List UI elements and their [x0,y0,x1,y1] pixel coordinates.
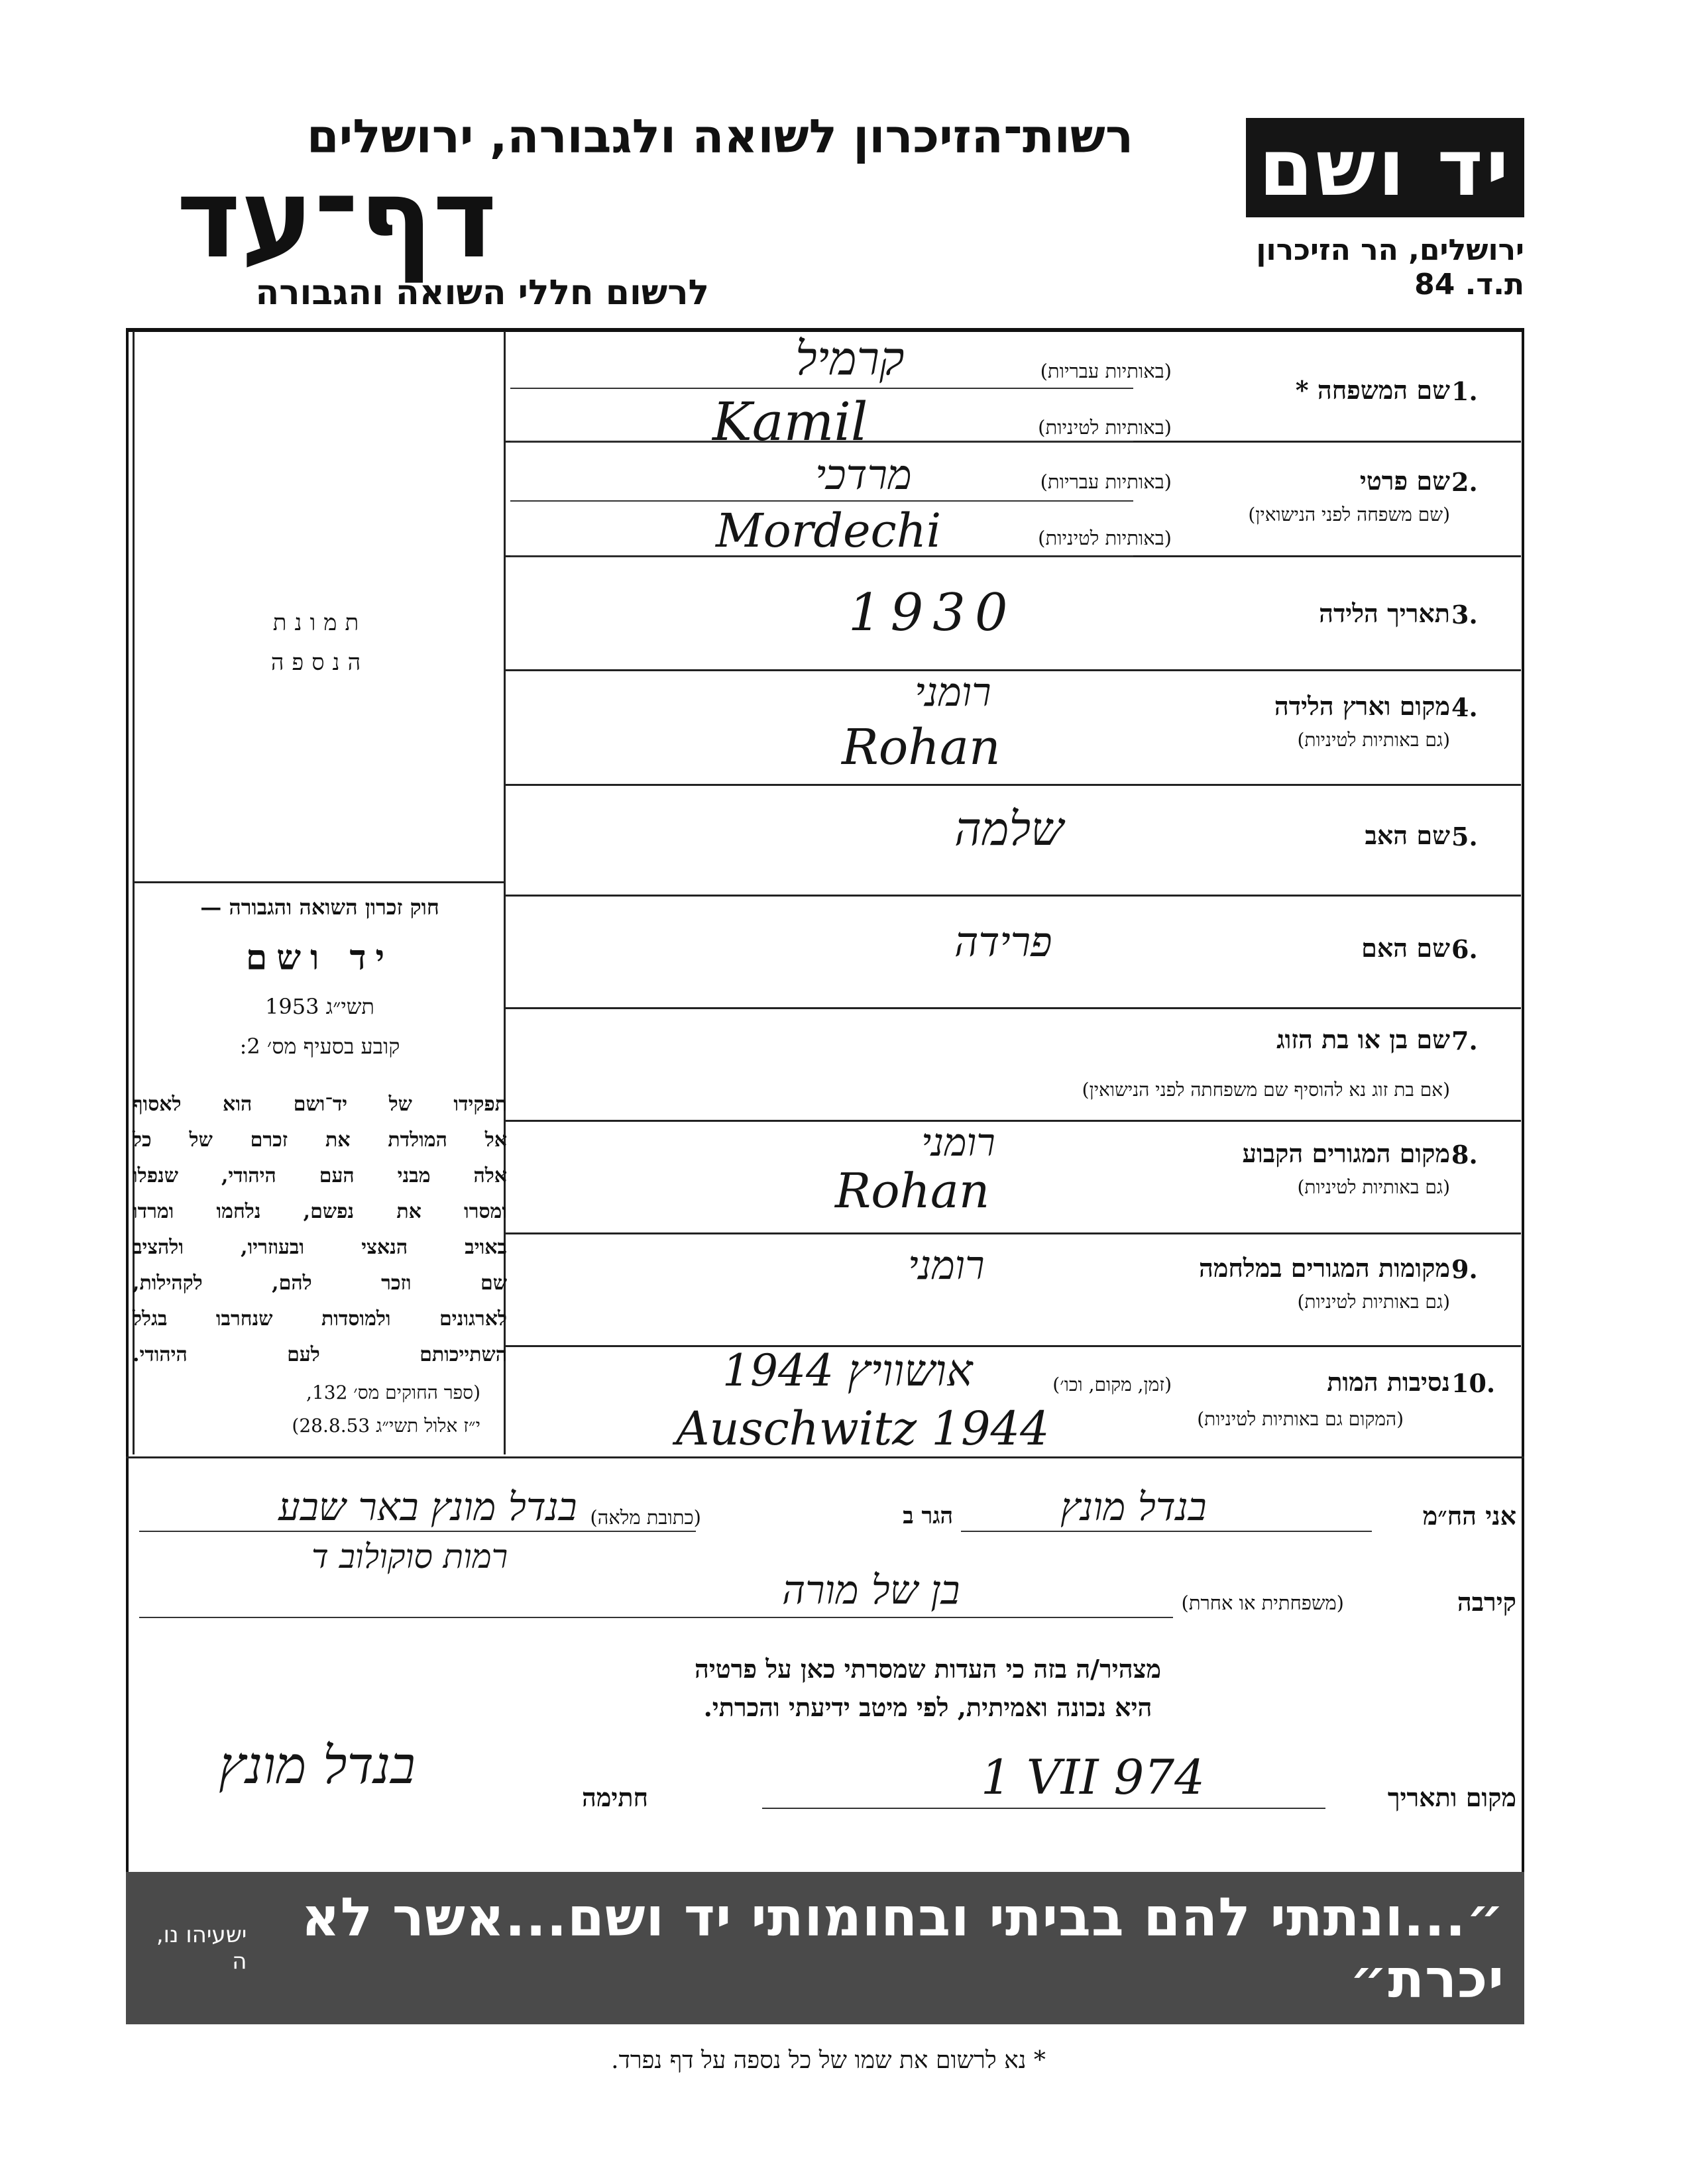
field-2-hint-hebrew: (באותיות עבריות) [1040,470,1172,493]
field-4-sublabel: (גם באותיות לטיניות) [1297,729,1450,751]
law-text-line: שם וזכר להם, לקהילות, [133,1272,507,1295]
field-9-label: מקומות המגורים במלחמה [1199,1253,1450,1283]
law-year: תשי״ג 1953 [265,994,374,1019]
field-2-line-hebrew [510,500,1133,502]
logo-address [1233,233,1524,302]
field-3-label: תאריך הלידה [1319,598,1450,628]
row-separator [504,1120,1521,1122]
law-text-line: אל המולדת את זכרם של כל [133,1128,507,1152]
field-2-hint-latin: (באותיות לטיניות) [1038,527,1172,549]
field-1-hint-hebrew: (באותיות עבריות) [1040,360,1172,382]
field-6-number: 6. [1451,934,1478,964]
row-separator [504,1232,1521,1234]
statement-line-1: מצהיר/ה בזה כי העדות שמסרתי כאן על פרטיה [694,1654,1161,1684]
field-1-line-hebrew [510,388,1133,389]
address-value-2[interactable]: רמות סוקולוב ד [311,1537,508,1576]
address-hint: (כתובת מלאה) [590,1506,701,1529]
field-4-number: 4. [1451,692,1478,722]
law-text-line: השתייכותם לעם היהודי. [133,1343,507,1366]
photo-label-line-1: תמונת [272,610,367,636]
field-2-value-hebrew[interactable]: מרדכי [815,451,912,499]
photo-separator [133,881,504,883]
field-8-sublabel: (גם באותיות לטיניות) [1297,1176,1450,1198]
row-separator [504,1345,1521,1347]
field-8-number: 8. [1451,1140,1478,1170]
address-value[interactable]: בנדל מונץ באר שבע [278,1484,577,1529]
row-separator [504,784,1521,786]
field-10-sublabel: (המקום גם באותיות לטיניות) [1197,1408,1404,1430]
statement-line-2: היא נכונה ואמיתית, לפי מיטב ידיעתי והכרתי. [703,1692,1152,1722]
field-1-value-hebrew[interactable]: קרמיל [795,331,905,386]
place-date-value[interactable]: 1 VII 974 [981,1749,1205,1805]
field-2-label: שם פרטי [1359,466,1450,496]
photo-label-line-2: הנספה [270,649,369,676]
declaration-separator [126,1456,1524,1458]
field-4-label: מקום וארץ הלידה [1274,691,1450,721]
law-reference-1: (ספר החוקים מס׳ 132, [306,1382,480,1403]
field-5-number: 5. [1451,822,1478,851]
authority-name: רשות־הזיכרון לשואה ולגבורה, ירושלים [306,109,1133,164]
kinship-value[interactable]: בן של מורה [782,1567,960,1613]
field-10-value-latin[interactable]: Auschwitz 1944 [676,1401,1050,1456]
field-5-label: שם האב [1365,820,1450,850]
law-text-line: תפקידו של יד־ושם הוא לאסוף [133,1093,507,1116]
field-9-value-hebrew[interactable]: רומני [908,1242,985,1289]
kinship-line [139,1617,1173,1618]
law-text [133,1087,507,1373]
row-separator [504,669,1521,671]
field-6-label: שם האם [1361,933,1450,963]
declaration-statement [464,1650,1392,1727]
quote-banner [126,1872,1524,2024]
law-text-line: אלה מבני העם היהודי, שנפלו [133,1164,507,1187]
field-9-sublabel: (גם באותיות לטיניות) [1297,1291,1450,1313]
field-8-value-hebrew[interactable]: רומני [921,1120,995,1165]
place-date-line [762,1808,1325,1809]
field-7-label: שם בן או בת הזוג [1276,1024,1450,1054]
page-header [0,0,1682,331]
law-text-line: באויב הנאצי ובעוזריו, ולהציב [133,1236,507,1259]
field-9-number: 9. [1451,1254,1478,1284]
field-1-value-latin[interactable]: Kamil [712,391,868,453]
field-1-hint-latin: (באותיות לטיניות) [1038,416,1172,439]
law-heading: חוק זכרון השואה והגבורה — [200,895,439,920]
field-2-number: 2. [1451,467,1478,497]
field-10-hint: (זמן, מקום, וכו׳) [1052,1374,1172,1395]
field-2-value-latin[interactable]: Mordechi [716,504,942,558]
field-10-number: 10. [1451,1368,1496,1398]
yad-vashem-logo [1246,118,1524,217]
row-separator [504,895,1521,897]
field-8-value-latin[interactable]: Rohan [835,1163,990,1219]
field-1-label: שם המשפחה * [1295,375,1450,405]
field-3-value[interactable]: 1930 [848,583,1017,643]
address-line-2: ת.ד. 84 [1414,268,1524,301]
field-7-sublabel: (אם בת זוג נא להוסיף שם משפחתה לפני הנישואין) [1082,1079,1450,1101]
signature-value[interactable]: בנדל מונץ [219,1736,416,1796]
footnote: * נא לרשום את שמו של כל נספה על דף נפרד. [611,2047,1046,2074]
field-7-number: 7. [1451,1026,1478,1056]
field-10-label: נסיבות המות [1327,1367,1450,1397]
law-text-line: לארגונים ולמוסדות שנחרבו בגלל [133,1307,507,1331]
kinship-hint: (משפחתית או אחרת) [1181,1592,1344,1614]
logo-text: יד ושם [1259,122,1512,213]
law-clause: קובע בסעיף מס׳ 2: [239,1034,400,1059]
place-date-label: מקום ותאריך [1387,1782,1516,1812]
field-1-number: 1. [1451,376,1478,406]
law-reference-2: י״ז אלול תשי״ג 28.8.53) [292,1415,480,1437]
form-subtitle: לרשום חללי השואה והגבורה [255,273,709,313]
address-line-1: ירושלים, הר הזיכרון [1256,233,1524,267]
field-4-value-hebrew[interactable]: רומני [915,669,991,716]
row-separator [504,1007,1521,1009]
declarant-line [961,1531,1372,1532]
field-8-label: מקום המגורים הקבוע [1242,1138,1450,1168]
law-text-line: ומסרו את נפשם, נלחמו ומרדו [133,1200,507,1223]
signature-label: חתימה [581,1782,648,1812]
field-4-value-latin[interactable]: Rohan [842,719,1001,776]
kinship-label: קירבה [1457,1587,1516,1617]
banner-quote: ״...ונתתי להם בביתי ובחומותי יד ושם...אשר לא יכרת״ [301,1886,1504,2010]
photo-placeholder [133,603,507,682]
field-2-sublabel: (שם משפחה לפני הנישואין) [1248,504,1450,525]
banner-source: ישעיהו נו, ה [156,1922,247,1975]
field-5-value[interactable]: שלמה [954,802,1064,856]
form-title: דף־עד [176,155,497,282]
field-3-number: 3. [1451,600,1478,629]
declarant-value[interactable]: בנדל מונץ [1060,1484,1207,1529]
resident-label: הגר ב [903,1503,953,1529]
address-line [139,1531,696,1532]
field-10-value-hebrew[interactable]: אושוויץ 1944 [722,1345,973,1396]
law-name: יד ושם [245,938,394,978]
field-6-value[interactable]: פרידה [954,918,1052,966]
declarant-label: אני הח״מ [1422,1501,1516,1531]
